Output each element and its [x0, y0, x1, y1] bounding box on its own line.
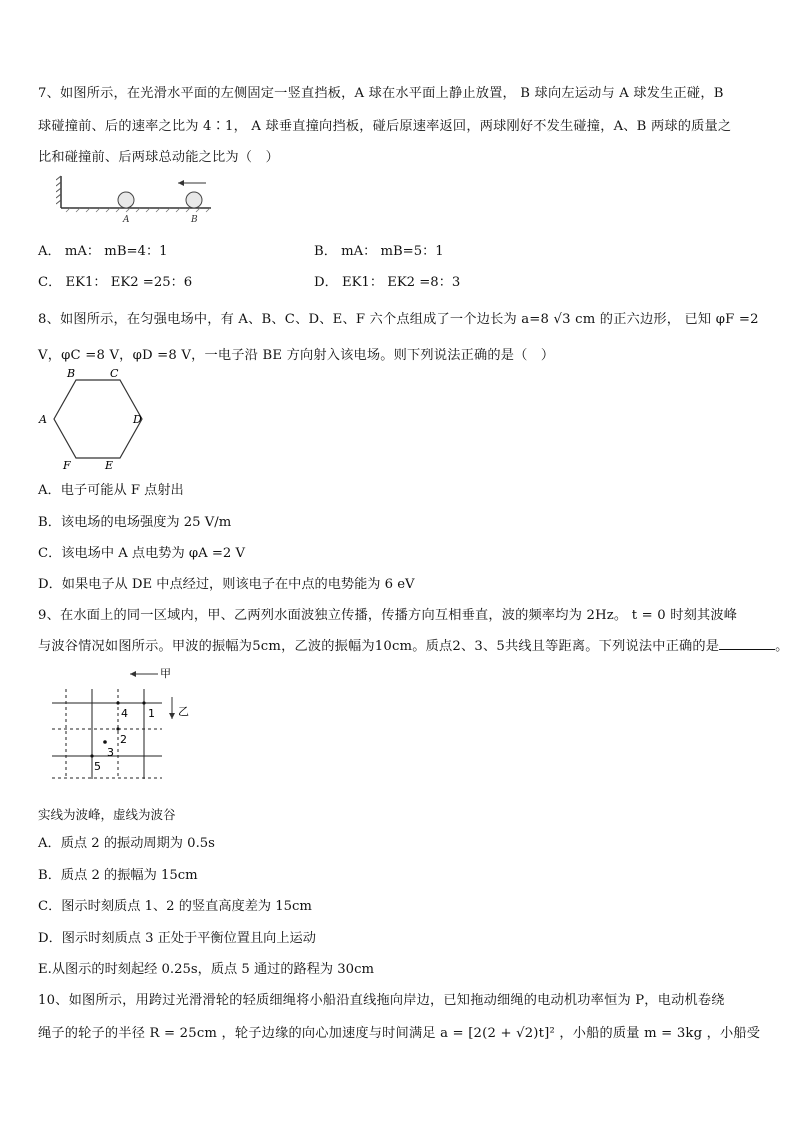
- vertex-d: D: [133, 413, 142, 426]
- vertex-a: A: [39, 413, 47, 426]
- hexagon: [54, 380, 142, 458]
- vertex-c: C: [110, 367, 119, 380]
- point-2: 2: [120, 733, 127, 746]
- point-3: 3: [107, 746, 114, 759]
- q7-line-1: 7、如图所示，在光滑水平面的左侧固定一竖直挡板，A 球在水平面上静止放置， B 球向左运动与 A 球发生正碰，B: [38, 86, 724, 101]
- q7-option-d[interactable]: D． EK1： EK2 =8：3: [314, 275, 461, 290]
- q10-line-2: 绳子的轮子的半径 R = 25cm ，轮子边缘的向心加速度与时间满足 a = [2(2 + √2)t]² ，小船的质量 m = 3kg ，小船受: [38, 1026, 761, 1041]
- q9-line-1: 9、在水面上的同一区域内，甲、乙两列水面波独立传播，传播方向互相垂直，波的频率均为 2Hz。 t = 0 时刻其波峰: [38, 608, 738, 623]
- q8-option-b[interactable]: B．该电场的电场强度为 25 V/m: [38, 515, 232, 530]
- q8-line-2: V，φC =8 V，φD =8 V，一电子沿 BE 方向射入该电场。则下列说法正确的是（ ）: [38, 348, 555, 363]
- q9-figure-caption: 实线为波峰，虚线为波谷: [38, 807, 176, 822]
- ball-b: [186, 192, 202, 208]
- ball-a: [118, 192, 134, 208]
- q8-option-c[interactable]: C．该电场中 A 点电势为 φA =2 V: [38, 546, 245, 561]
- point-4: 4: [121, 707, 128, 720]
- q9-wave-figure: [50, 661, 200, 779]
- q7-line-3: 比和碰撞前、后两球总动能之比为（ ）: [38, 150, 279, 165]
- q7-option-a[interactable]: A． mA： mB=4：1: [38, 244, 168, 259]
- label-b: B: [191, 215, 198, 224]
- label-yi: 乙: [178, 705, 189, 718]
- q9-option-c[interactable]: C．图示时刻质点 1、2 的竖直高度差为 15cm: [38, 899, 312, 914]
- q7-option-c[interactable]: C． EK1： EK2 =25：6: [38, 275, 193, 290]
- vertex-e: E: [105, 459, 114, 472]
- q7-line-2: 球碰撞前、后的速率之比为 4∶1， A 球垂直撞向挡板，碰后原速率返回，两球刚好不发生碰撞，A、B 两球的质量之: [38, 119, 732, 134]
- q8-option-a[interactable]: A．电子可能从 F 点射出: [38, 483, 184, 498]
- q8-hexagon-figure: [34, 366, 154, 472]
- vertex-b: B: [67, 367, 76, 380]
- point-5: 5: [94, 760, 101, 773]
- q9-option-e[interactable]: E.从图示的时刻起经 0.25s，质点 5 通过的路程为 30cm: [38, 962, 374, 977]
- label-a: A: [123, 215, 130, 224]
- vertex-f: F: [63, 459, 71, 472]
- point-1: 1: [148, 707, 155, 720]
- q10-line-1: 10、如图所示，用跨过光滑滑轮的轻质细绳将小船沿直线拖向岸边，已知拖动细绳的电动机功率恒为 P，电动机卷绕: [38, 993, 725, 1008]
- q7-collision-figure: [56, 172, 216, 224]
- q9-option-b[interactable]: B．质点 2 的振幅为 15cm: [38, 868, 198, 883]
- q9-option-d[interactable]: D．图示时刻质点 3 正处于平衡位置且向上运动: [38, 931, 316, 946]
- q8-line-1: 8、如图所示，在匀强电场中，有 A、B、C、D、E、F 六个点组成了一个边长为 a=8 √3 cm 的正六边形， 已知 φF =2: [38, 312, 759, 327]
- q8-option-d[interactable]: D．如果电子从 DE 中点经过，则该电子在中点的电势能为 6 eV: [38, 577, 415, 592]
- label-jia: 甲: [160, 667, 171, 680]
- answer-blank[interactable]: [719, 637, 775, 650]
- q9-line-2-end: 。: [775, 639, 789, 654]
- q7-option-b[interactable]: B． mA： mB=5：1: [314, 244, 444, 259]
- q9-option-a[interactable]: A．质点 2 的振动周期为 0.5s: [38, 836, 215, 851]
- q9-line-2: [38, 635, 789, 654]
- q9-line-2-text: 与波谷情况如图所示。甲波的振幅为5cm，乙波的振幅为10cm。质点2、3、5共线且等距离。下列说法中正确的是: [38, 639, 720, 654]
